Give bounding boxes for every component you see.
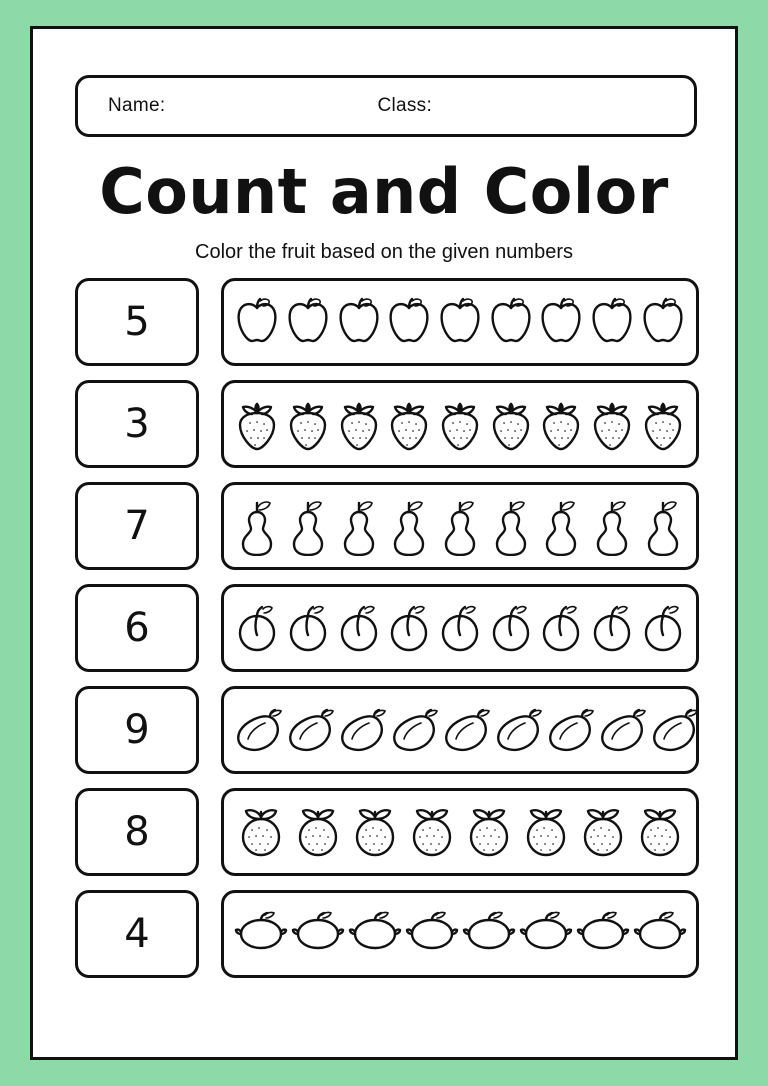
orange-icon[interactable]: [292, 804, 344, 860]
orange-icon[interactable]: [520, 804, 572, 860]
mango-icon[interactable]: [440, 705, 492, 755]
pear-icon[interactable]: [234, 496, 280, 556]
plum-icon[interactable]: [335, 601, 383, 655]
fruit-row-box[interactable]: [221, 380, 699, 468]
orange-icon[interactable]: [406, 804, 458, 860]
lemon-icon[interactable]: [405, 910, 459, 958]
worksheet-page: [30, 26, 738, 1060]
fruit-row-box[interactable]: [221, 788, 699, 876]
orange-icon[interactable]: [235, 804, 287, 860]
fruit-row-box[interactable]: [221, 686, 699, 774]
mango-icon[interactable]: [492, 705, 544, 755]
lemon-icon[interactable]: [462, 910, 516, 958]
worksheet-row: [75, 889, 699, 979]
strawberry-icon[interactable]: [335, 395, 383, 453]
apple-icon[interactable]: [588, 294, 636, 350]
worksheet-row: [75, 277, 699, 367]
pear-icon[interactable]: [488, 496, 534, 556]
worksheet-rows: [75, 277, 699, 991]
number-box: 9: [75, 686, 199, 774]
mango-icon[interactable]: [284, 705, 336, 755]
apple-icon[interactable]: [385, 294, 433, 350]
plum-icon[interactable]: [233, 601, 281, 655]
mango-icon[interactable]: [596, 705, 648, 755]
page-subtitle: Color the fruit based on the given numbers: [195, 241, 573, 263]
fruit-row-box[interactable]: [221, 482, 699, 570]
orange-icon[interactable]: [349, 804, 401, 860]
apple-icon[interactable]: [436, 294, 484, 350]
worksheet-row: [75, 379, 699, 469]
page-title: Count and Color: [99, 155, 669, 228]
mango-icon[interactable]: [336, 705, 388, 755]
strawberry-icon[interactable]: [284, 395, 332, 453]
strawberry-icon[interactable]: [233, 395, 281, 453]
number-box: 8: [75, 788, 199, 876]
strawberry-icon[interactable]: [537, 395, 585, 453]
plum-icon[interactable]: [487, 601, 535, 655]
fruit-row-box[interactable]: [221, 890, 699, 978]
lemon-icon[interactable]: [234, 910, 288, 958]
worksheet-row: [75, 583, 699, 673]
plum-icon[interactable]: [385, 601, 433, 655]
name-label: Name:: [108, 95, 166, 116]
fruit-row-box[interactable]: [221, 278, 699, 366]
number-box: 6: [75, 584, 199, 672]
plum-icon[interactable]: [436, 601, 484, 655]
worksheet-row: [75, 685, 699, 775]
number-box: 7: [75, 482, 199, 570]
strawberry-icon[interactable]: [588, 395, 636, 453]
pear-icon[interactable]: [285, 496, 331, 556]
pear-icon[interactable]: [640, 496, 686, 556]
strawberry-icon[interactable]: [385, 395, 433, 453]
lemon-icon[interactable]: [633, 910, 687, 958]
orange-icon[interactable]: [577, 804, 629, 860]
pear-icon[interactable]: [386, 496, 432, 556]
mango-icon[interactable]: [232, 705, 284, 755]
plum-icon[interactable]: [639, 601, 687, 655]
class-label: Class:: [377, 95, 433, 116]
strawberry-icon[interactable]: [436, 395, 484, 453]
apple-icon[interactable]: [537, 294, 585, 350]
apple-icon[interactable]: [487, 294, 535, 350]
plum-icon[interactable]: [284, 601, 332, 655]
number-box: 3: [75, 380, 199, 468]
lemon-icon[interactable]: [576, 910, 630, 958]
apple-icon[interactable]: [335, 294, 383, 350]
lemon-icon[interactable]: [519, 910, 573, 958]
worksheet-row: [75, 481, 699, 571]
strawberry-icon[interactable]: [639, 395, 687, 453]
number-box: 4: [75, 890, 199, 978]
apple-icon[interactable]: [639, 294, 687, 350]
pear-icon[interactable]: [589, 496, 635, 556]
plum-icon[interactable]: [537, 601, 585, 655]
pear-icon[interactable]: [336, 496, 382, 556]
plum-icon[interactable]: [588, 601, 636, 655]
mango-icon[interactable]: [544, 705, 596, 755]
strawberry-icon[interactable]: [487, 395, 535, 453]
mango-icon[interactable]: [648, 705, 699, 755]
worksheet-row: [75, 787, 699, 877]
orange-icon[interactable]: [634, 804, 686, 860]
fruit-row-box[interactable]: [221, 584, 699, 672]
orange-icon[interactable]: [463, 804, 515, 860]
student-info-bar: [75, 75, 697, 137]
apple-icon[interactable]: [284, 294, 332, 350]
mango-icon[interactable]: [388, 705, 440, 755]
pear-icon[interactable]: [437, 496, 483, 556]
apple-icon[interactable]: [233, 294, 281, 350]
lemon-icon[interactable]: [291, 910, 345, 958]
pear-icon[interactable]: [538, 496, 584, 556]
number-box: 5: [75, 278, 199, 366]
lemon-icon[interactable]: [348, 910, 402, 958]
